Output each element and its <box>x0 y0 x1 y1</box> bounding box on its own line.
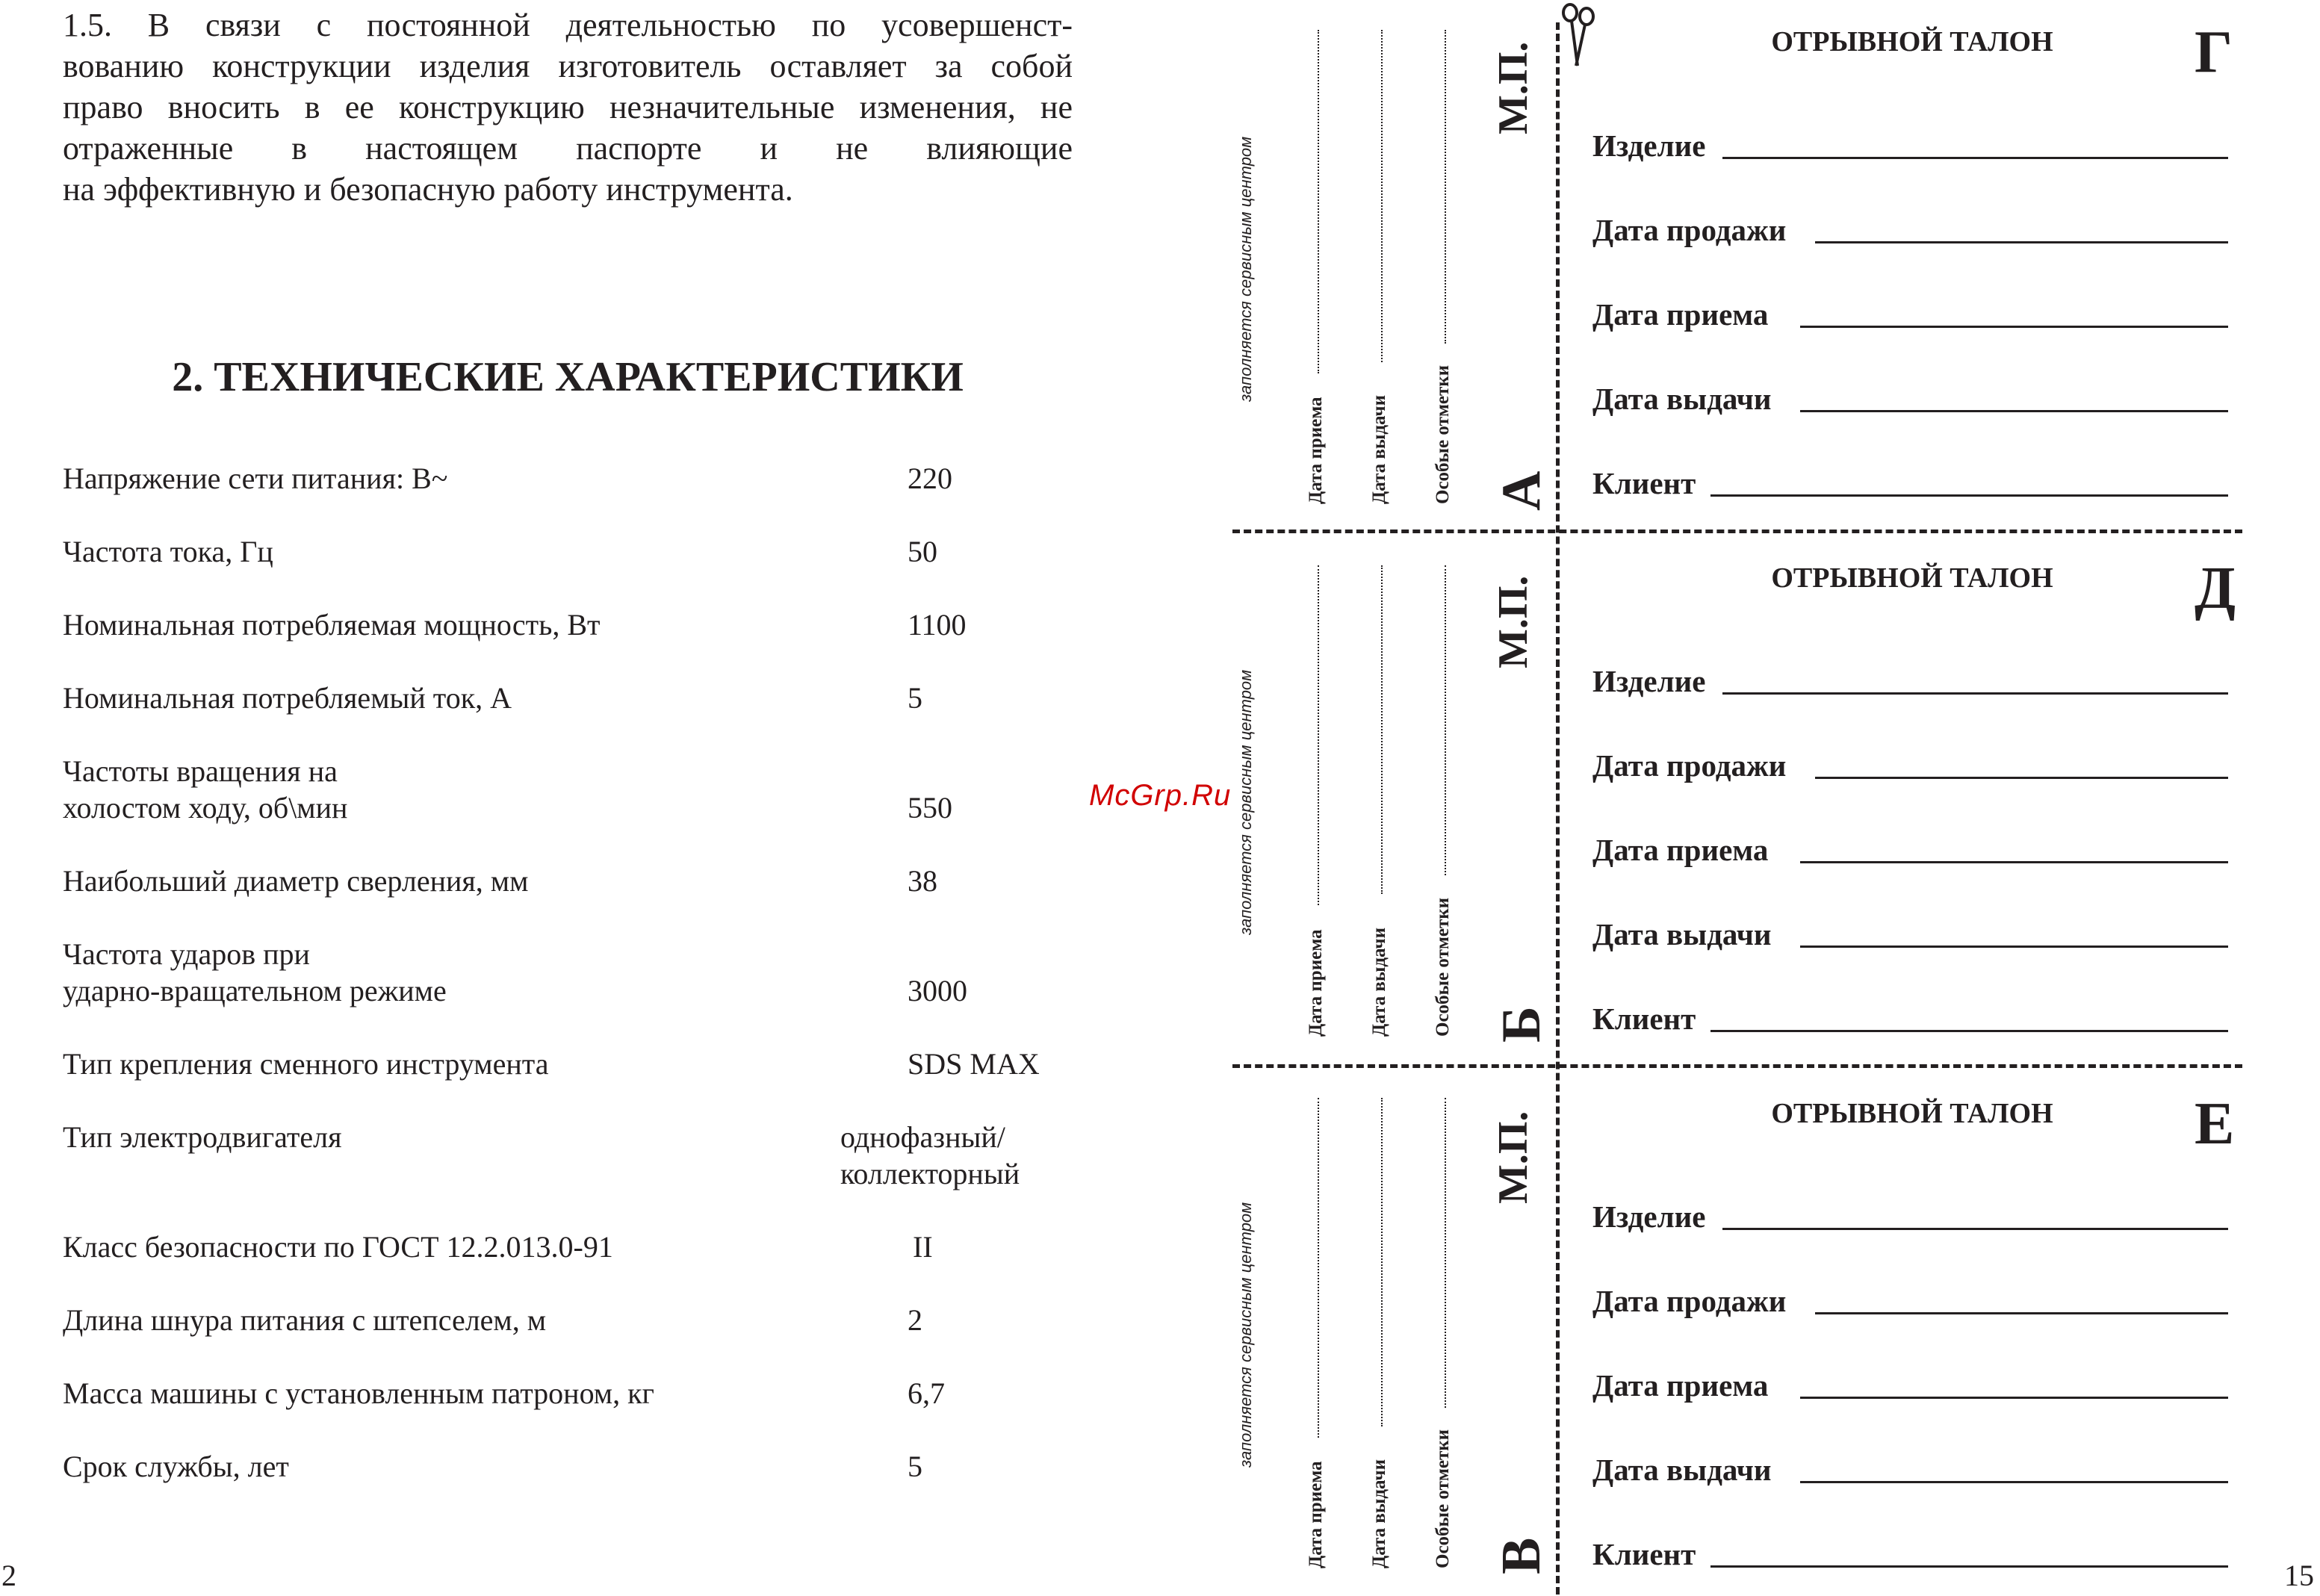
fill-line[interactable] <box>1800 861 2228 863</box>
spec-value: SDS MAX <box>908 1047 1040 1081</box>
stub-field-line <box>1381 1098 1383 1426</box>
fill-line[interactable] <box>1710 1565 2228 1568</box>
coupon-field-label: Дата приема <box>1592 297 1769 332</box>
coupon-field-label: Дата выдачи <box>1592 382 1772 416</box>
fill-line[interactable] <box>1710 494 2228 497</box>
stub-field-line <box>1445 1098 1446 1408</box>
service-note: заполняется сервисным центром <box>1236 1202 1255 1468</box>
spec-label: Номинальная потребляемая мощность, Вт <box>63 608 601 642</box>
spec-label: Масса машины с установленным патроном, кг <box>63 1376 654 1410</box>
spec-label: Частота тока, Гц <box>63 535 273 568</box>
fill-line[interactable] <box>1710 1030 2228 1032</box>
spec-value: II <box>913 1230 933 1264</box>
coupon-field-label: Дата приема <box>1592 1368 1769 1403</box>
stub-letter: А <box>1491 471 1552 511</box>
service-note: заполняется сервисным центром <box>1236 136 1255 402</box>
spec-label: Тип электродвигателя <box>63 1120 342 1154</box>
stub-field-line <box>1381 30 1383 362</box>
spec-label: Наибольший диаметр сверления, мм <box>63 864 529 898</box>
coupon-field-label: Клиент <box>1592 1537 1696 1571</box>
intro-line-5: на эффективную и безопасную работу инструмента. <box>63 171 793 208</box>
stub-field-line <box>1318 1098 1319 1438</box>
spec-value: 220 <box>908 462 952 495</box>
coupon-field-label: Изделие <box>1592 664 1706 698</box>
spec-value: 5 <box>908 1450 922 1483</box>
spec-label: ударно-вращательном режиме <box>63 974 447 1007</box>
coupon-field-label: Дата приема <box>1592 833 1769 867</box>
vertical-cut-line <box>1556 22 1560 1595</box>
horizontal-cut-line <box>1232 1064 2242 1068</box>
coupon-field-label: Дата выдачи <box>1592 1453 1772 1487</box>
coupon-title: ОТРЫВНОЙ ТАЛОН <box>1771 562 2053 594</box>
coupon-letter: Е <box>2195 1091 2235 1157</box>
spec-value: 1100 <box>908 608 967 642</box>
stub-field-line <box>1445 565 1446 875</box>
stub-field-label: Дата приема <box>1306 397 1326 504</box>
fill-line[interactable] <box>1815 777 2228 779</box>
fill-line[interactable] <box>1722 157 2228 159</box>
scissors-icon <box>1554 1 1598 69</box>
stamp-label: М.П. <box>1490 575 1536 668</box>
spec-label: Срок службы, лет <box>63 1450 289 1483</box>
page-number-left: 2 <box>1 1559 16 1592</box>
stub-field-label: Дата выдачи <box>1369 394 1389 504</box>
spec-label: Класс безопасности по ГОСТ 12.2.013.0-91 <box>63 1230 613 1264</box>
section-title: 2. ТЕХНИЧЕСКИЕ ХАРАКТЕРИСТИКИ <box>172 354 964 400</box>
intro-line-1: 1.5. В связи с постоянной деятельностью по усовершенст- <box>63 7 1073 43</box>
coupon-letter: Д <box>2195 556 2236 621</box>
spec-label: Длина шнура питания с штепселем, м <box>63 1303 547 1337</box>
intro-line-4: отраженные в настоящем паспорте и не влияющие <box>63 130 1073 167</box>
coupon-title: ОТРЫВНОЙ ТАЛОН <box>1771 1098 2053 1129</box>
fill-line[interactable] <box>1800 1397 2228 1399</box>
stub-field-line <box>1318 565 1319 905</box>
coupon-field-label: Дата продажи <box>1592 1284 1787 1318</box>
spec-value: 3000 <box>908 974 967 1007</box>
spec-value: 38 <box>908 864 937 898</box>
spec-label: холостом ходу, об\мин <box>63 791 348 825</box>
coupon-field-label: Изделие <box>1592 128 1706 163</box>
spec-value: однофазный/ <box>840 1120 1005 1154</box>
spec-label: Тип крепления сменного инструмента <box>63 1047 549 1081</box>
fill-line[interactable] <box>1815 241 2228 243</box>
stub-field-label: Особые отметки <box>1433 364 1453 504</box>
page-number-right: 15 <box>2284 1559 2314 1592</box>
intro-line-2: вованию конструкции изделия изготовитель оставляет за собой <box>63 48 1073 84</box>
stub-field-label: Дата выдачи <box>1369 1459 1389 1568</box>
spec-value: 2 <box>908 1303 922 1337</box>
spec-value: 50 <box>908 535 937 568</box>
stub-field-label: Дата приема <box>1306 1461 1326 1568</box>
stub-field-label: Дата выдачи <box>1369 927 1389 1037</box>
stub-field-line <box>1318 30 1319 373</box>
horizontal-cut-line <box>1232 530 2242 533</box>
fill-line[interactable] <box>1800 1481 2228 1483</box>
stamp-label: М.П. <box>1490 41 1536 134</box>
coupon-field-label: Клиент <box>1592 1002 1696 1036</box>
coupon-field-label: Дата выдачи <box>1592 917 1772 951</box>
spec-value: 550 <box>908 791 952 825</box>
fill-line[interactable] <box>1815 1312 2228 1314</box>
service-note: заполняется сервисным центром <box>1236 669 1255 935</box>
spec-label: Номинальная потребляемый ток, А <box>63 681 512 715</box>
coupon-field-label: Клиент <box>1592 466 1696 500</box>
stamp-label: М.П. <box>1490 1111 1536 1204</box>
fill-line[interactable] <box>1800 946 2228 948</box>
intro-line-3: право вносить в ее конструкцию незначительные изменения, не <box>63 89 1073 125</box>
spec-value: 5 <box>908 681 922 715</box>
spec-value: коллекторный <box>840 1157 1020 1190</box>
stub-field-label: Особые отметки <box>1433 1429 1453 1568</box>
fill-line[interactable] <box>1800 410 2228 412</box>
coupon-field-label: Дата продажи <box>1592 213 1787 247</box>
coupon-title: ОТРЫВНОЙ ТАЛОН <box>1771 26 2053 58</box>
coupon-letter: Г <box>2195 19 2233 85</box>
spec-label: Частота ударов при <box>63 937 310 971</box>
spec-label: Частоты вращения на <box>63 754 338 788</box>
stub-letter: Б <box>1491 1006 1552 1043</box>
fill-line[interactable] <box>1722 1228 2228 1230</box>
stub-field-label: Дата приема <box>1306 929 1326 1037</box>
coupon-field-label: Изделие <box>1592 1199 1706 1234</box>
spec-value: 6,7 <box>908 1376 945 1410</box>
stub-letter: В <box>1491 1537 1552 1574</box>
watermark: McGrp.Ru <box>1089 779 1232 812</box>
fill-line[interactable] <box>1722 692 2228 695</box>
stub-field-line <box>1381 565 1383 894</box>
spec-label: Напряжение сети питания: В~ <box>63 462 448 495</box>
coupon-field-label: Дата продажи <box>1592 748 1787 783</box>
fill-line[interactable] <box>1800 326 2228 328</box>
stub-field-label: Особые отметки <box>1433 897 1453 1037</box>
stub-field-line <box>1445 30 1446 344</box>
